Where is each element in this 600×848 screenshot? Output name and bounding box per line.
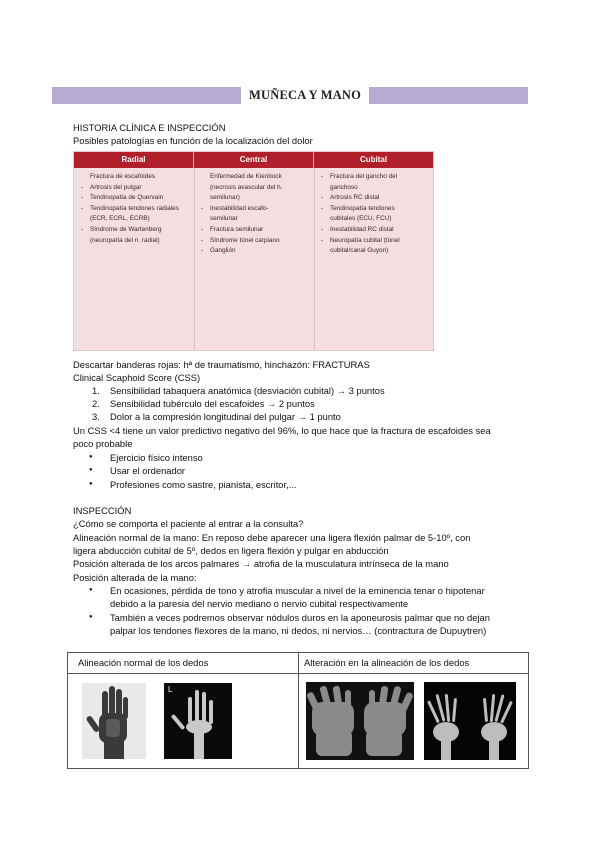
deformed-hands-xray [424,682,516,760]
hand-position-text: Posición alterada de la mano: [73,572,197,583]
normal-hand-xray [164,683,232,759]
list-item: semilunar) [210,194,240,202]
list-item: (necrosis avascular del h. [210,183,283,191]
svg-text:L: L [168,685,173,694]
bullet-item: ● En ocasiones, pérdida de tono y atrofia muscular a nivel de la eminencia tenar o hipotenar [110,584,485,597]
list-item: - Inestabilidad RC distal [318,225,438,236]
list-number: 2. [92,398,100,409]
css-note: poco probable [73,438,133,449]
list-item: - Tendinopatía tendones radiales [78,204,198,215]
deformed-hands-photo [306,682,414,760]
alignment-text: ligera abducción cubital de 5º, dedos en ligera flexión y pulgar en abducción [73,545,389,556]
list-number: 1. [92,385,100,396]
cubital-column [318,172,438,257]
bullet-continuation: palpar los tendones flexores de la mano, ni dedos, ni nervios… (contractura de Dupuytren) [110,625,487,636]
list-item: (neuropatía del n. radial) [90,236,160,244]
inspection-heading: INSPECCIÓN [73,505,132,516]
list-item: cubitales (ECU, FCU) [330,215,392,223]
history-heading: HISTORIA CLÍNICA E INSPECCIÓN [73,122,226,133]
bullet-item: ● También a veces podremos observar nódulos duros en la aponeurosis palmar que no dejan [110,611,490,624]
list-item: Fractura de escafoides [90,173,156,180]
table-divider [68,673,528,674]
css-item: Sensibilidad tabaquera anatómica (desviación cubital) → 3 puntos [110,385,385,396]
radial-column [78,172,198,246]
normal-hand-photo [82,683,146,759]
css-item: Sensibilidad tubérculo del escafoides → 2 puntos [110,398,315,409]
header-cubital: Cubital [359,155,388,164]
css-title: Clinical Scaphoid Score (CSS) [73,372,201,383]
list-item: - Artrosis RC distal [318,193,438,204]
list-item: - Tendinopatía de Quervain [78,193,198,204]
table-divider [298,653,299,768]
bullet-item: ● Profesiones como sastre, pianista, escritor,... [110,478,297,491]
history-subheading: Posibles patologías en función de la localización del dolor [73,135,313,146]
header-central: Central [194,152,314,168]
right-caption: Alteración en la alineación de los dedos [304,657,470,668]
inspection-question: ¿Cómo se comporta el paciente al entrar a la consulta? [73,518,304,529]
list-number: 3. [92,411,100,422]
list-item: - Fractura del gancho del [318,172,438,183]
list-item: - Fractura semilunar [198,225,318,236]
title-band [52,87,528,104]
header-radial: Radial [74,152,194,168]
list-item: ganchoso [330,183,358,191]
bullet-item: ● Ejercicio físico intenso [110,451,203,464]
list-item: Enfermedad de Kienbock [210,173,282,180]
list-item: (ECR, ECRL, ECRB) [90,215,150,223]
red-flags-text: Descartar banderas rojas: hª de traumatismo, hinchazón: FRACTURAS [73,359,370,370]
list-item: cubital/canal Guyon) [330,247,389,255]
list-item: - Tendinopatía tendones [318,204,438,215]
list-item: - Neuropatía cubital (túnel [318,236,438,247]
list-item: - Artrosis del pulgar [78,183,198,194]
list-item: - Ganglión [198,246,318,257]
list-item: - Inestabilidad escafo- [198,204,318,215]
alignment-text: Alineación normal de la mano: En reposo debe aparecer una ligera flexión palmar de 5-10º, con [73,532,471,543]
left-caption: Alineación normal de los dedos [78,657,209,668]
arches-text: Posición alterada de los arcos palmares → atrofia de la musculatura intrínseca de la mano [73,558,449,569]
bullet-item: ● Usar el ordenador [110,464,185,477]
css-note: Un CSS <4 tiene un valor predictivo negativo del 96%, lo que hace que la fractura de escafoides sea [73,425,491,436]
central-column [198,172,318,257]
pathology-table [73,151,434,351]
list-item: - Síndrome túnel carpiano [198,236,318,247]
css-item: Dolor a la compresión longitudinal del pulgar → 1 punto [110,411,341,422]
pathology-table-header [74,152,433,168]
list-item: semilunar [210,215,238,223]
page-title: MUÑECA Y MANO [241,87,369,104]
bullet-continuation: debido a la paresia del nervio mediano o nervio cubital respectivamente [110,598,409,609]
list-item: - Síndrome de Wartenberg [78,225,198,236]
